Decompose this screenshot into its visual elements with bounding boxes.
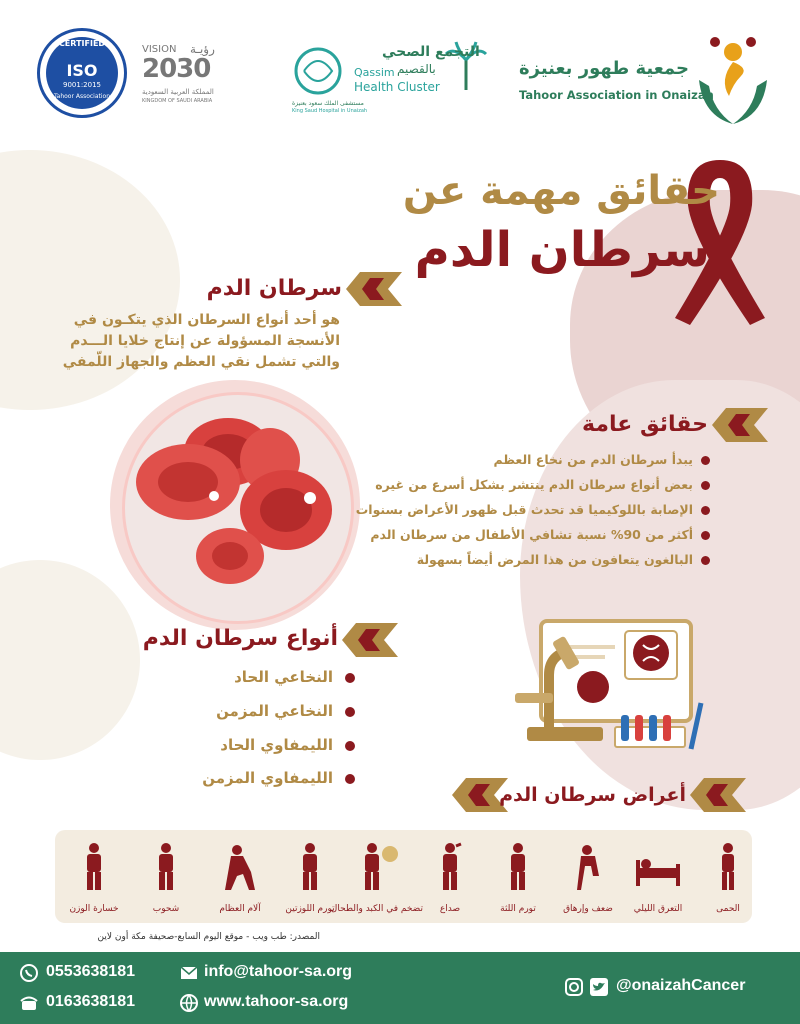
- type-text: الليمفاوي الحاد: [220, 736, 333, 754]
- definition-heading: سرطان الدم: [206, 276, 342, 301]
- type-text: النخاعي الحاد: [234, 668, 333, 686]
- fact-item-2: [375, 477, 710, 492]
- iso-bottom-text: Tahoor Association: [53, 93, 111, 100]
- vision-2030-logo: [142, 40, 222, 110]
- fact-item-1: [493, 452, 710, 467]
- vision-country-en: KINGDOM OF SAUDI ARABIA: [142, 98, 213, 104]
- definition-line-3: والتي تشمل نقي العظم والجهاز اللّمفي: [62, 354, 340, 370]
- fact-item-5: [417, 552, 710, 567]
- symptom-headache: [417, 830, 483, 923]
- hexagon-bullet-icon: [345, 673, 355, 683]
- iso-top-text: CERTIFIED: [58, 39, 106, 48]
- social-handle[interactable]: @onaizahCancer: [616, 977, 746, 994]
- globe-icon: [180, 994, 198, 1012]
- symptoms-heading: أعراض سرطان الدم: [499, 784, 686, 806]
- whatsapp-icon: [20, 964, 38, 982]
- symptom-label: ضعف وإرهاق: [563, 904, 613, 914]
- facts-heading: حقائق عامة: [582, 412, 708, 437]
- chevron-facts-icon: [712, 408, 768, 442]
- fact-text: البالغون يتعافون من هذا المرض أيضاً بسهولة: [416, 552, 693, 567]
- cluster-ar1: التجمع الصحي: [382, 44, 480, 60]
- email-link[interactable]: info@tahoor-sa.org: [204, 963, 353, 980]
- person-mouth-icon: [506, 842, 530, 892]
- hospital-en: King Saud Hospital in Unaizah: [292, 108, 368, 114]
- cluster-emblem-icon: [292, 46, 344, 96]
- symptom-label: تضخم في الكبد والطحال: [330, 904, 423, 914]
- symptom-gum-swelling: [485, 830, 551, 923]
- lab-illustration: [505, 615, 725, 755]
- bone-pain-person-icon: [223, 842, 257, 892]
- pale-person-icon: [154, 842, 178, 892]
- whatsapp-number[interactable]: 0553638181: [46, 963, 135, 980]
- type-text: الليمفاوي المزمن: [202, 769, 333, 787]
- fact-item-4: [370, 527, 710, 542]
- symptom-night-sweats: [625, 830, 691, 923]
- symptom-label: الحمى: [716, 904, 740, 914]
- symptom-fatigue: [555, 830, 621, 923]
- type-item-1: [234, 668, 355, 686]
- symptom-liver-spleen: [330, 830, 423, 923]
- twitter-icon[interactable]: [590, 978, 608, 996]
- hexagon-bullet-icon: [345, 774, 355, 784]
- symptom-label: خسارة الوزن: [69, 904, 119, 914]
- title-line2: سرطان الدم: [414, 222, 710, 278]
- chevron-symptoms-icon: [690, 778, 746, 812]
- types-heading: أنواع سرطان الدم: [142, 626, 338, 651]
- tahoor-logo: [515, 30, 775, 130]
- bullet-icon: [701, 481, 710, 490]
- contact-footer: [0, 952, 800, 1024]
- tahoor-ar: جمعية طهور بعنيزة: [519, 58, 689, 79]
- definition-text: [40, 310, 340, 373]
- symptom-label: آلام العظام: [219, 904, 261, 914]
- phone-number[interactable]: 0163638181: [46, 993, 135, 1010]
- phone-icon: [20, 994, 38, 1012]
- symptom-label: تورم اللوزتين: [285, 904, 335, 914]
- iso-logo: [37, 28, 127, 118]
- hospital-ar: مستشفى الملك سعود بعنيزة: [292, 100, 364, 107]
- type-item-3: [220, 736, 355, 754]
- tahoor-en: Tahoor Association in Onaizah: [519, 88, 714, 102]
- bullet-icon: [701, 506, 710, 515]
- email-icon: [180, 964, 198, 982]
- source-text: المصدر: طب ويب - موقع اليوم السابع-صحيفة مكة أون لاين: [97, 932, 320, 942]
- symptom-label: تورم اللثة: [500, 904, 536, 914]
- definition-line-1: هو أحد أنواع السرطان الذي يتكـون في: [73, 312, 340, 328]
- bullet-icon: [701, 556, 710, 565]
- fact-text: أكثر من 90% نسبة تشافي الأطفال من سرطان الدم: [370, 527, 693, 542]
- symptom-fever: [695, 830, 761, 923]
- symptom-bone-pain: [207, 830, 273, 923]
- type-text: النخاعي المزمن: [216, 702, 333, 720]
- title-line1: حقائق مهمة عن: [402, 168, 720, 214]
- chevron-types-icon: [342, 623, 398, 657]
- tired-person-icon: [573, 842, 603, 892]
- instagram-icon[interactable]: [565, 978, 583, 996]
- vision-label: VISION: [142, 44, 177, 55]
- fact-text: بعض أنواع سرطان الدم ينتشر بشكل أسرع من غيره: [375, 477, 693, 492]
- cluster-en1: Qassim: [354, 66, 395, 79]
- symptom-label: التعرق الليلي: [633, 904, 683, 914]
- bullet-icon: [701, 531, 710, 540]
- fact-text: الإصابة باللوكيميا قد تحدث قبل ظهور الأعراض بسنوات: [355, 502, 693, 517]
- symptom-label: شحوب: [152, 904, 180, 914]
- iso-mid-text: ISO: [66, 61, 98, 80]
- vision-ar: رؤيـة: [190, 42, 215, 56]
- cluster-en2: Health Cluster: [354, 80, 440, 94]
- definition-line-2: الأنسجة المسؤولة عن إنتاج خلايا الـــدم: [70, 333, 340, 349]
- fact-item-3: [356, 502, 710, 517]
- bullet-icon: [701, 456, 710, 465]
- throat-person-icon: [298, 842, 322, 892]
- symptom-weight-loss: [61, 830, 127, 923]
- health-cluster-logo: [292, 40, 492, 120]
- vision-year: 2030: [142, 54, 211, 84]
- headache-person-icon: [438, 842, 462, 892]
- website-link[interactable]: www.tahoor-sa.org: [204, 993, 349, 1010]
- blood-cells-illustration: [110, 380, 360, 630]
- symptom-label: صداع: [439, 904, 461, 914]
- bed-icon: [634, 842, 682, 892]
- tahoor-hands-icon: [693, 30, 773, 128]
- vision-country-ar: المملكة العربية السعودية: [142, 88, 214, 96]
- hexagon-bullet-icon: [345, 741, 355, 751]
- symptom-pallor: [133, 830, 199, 923]
- iso-code-text: 9001:2015: [63, 81, 101, 89]
- hexagon-bullet-icon: [345, 707, 355, 717]
- thin-person-icon: [82, 842, 106, 892]
- fever-person-icon: [718, 842, 738, 892]
- symptom-tonsils: [277, 830, 343, 923]
- type-item-4: [202, 769, 355, 787]
- symptoms-panel: [55, 830, 752, 923]
- fact-text: يبدأ سرطان الدم من نخاع العظم: [493, 452, 693, 467]
- organ-person-icon: [360, 842, 400, 892]
- type-item-2: [216, 702, 355, 720]
- cluster-ar2: بالقصيم: [397, 62, 436, 76]
- chevron-definition-icon: [346, 272, 402, 306]
